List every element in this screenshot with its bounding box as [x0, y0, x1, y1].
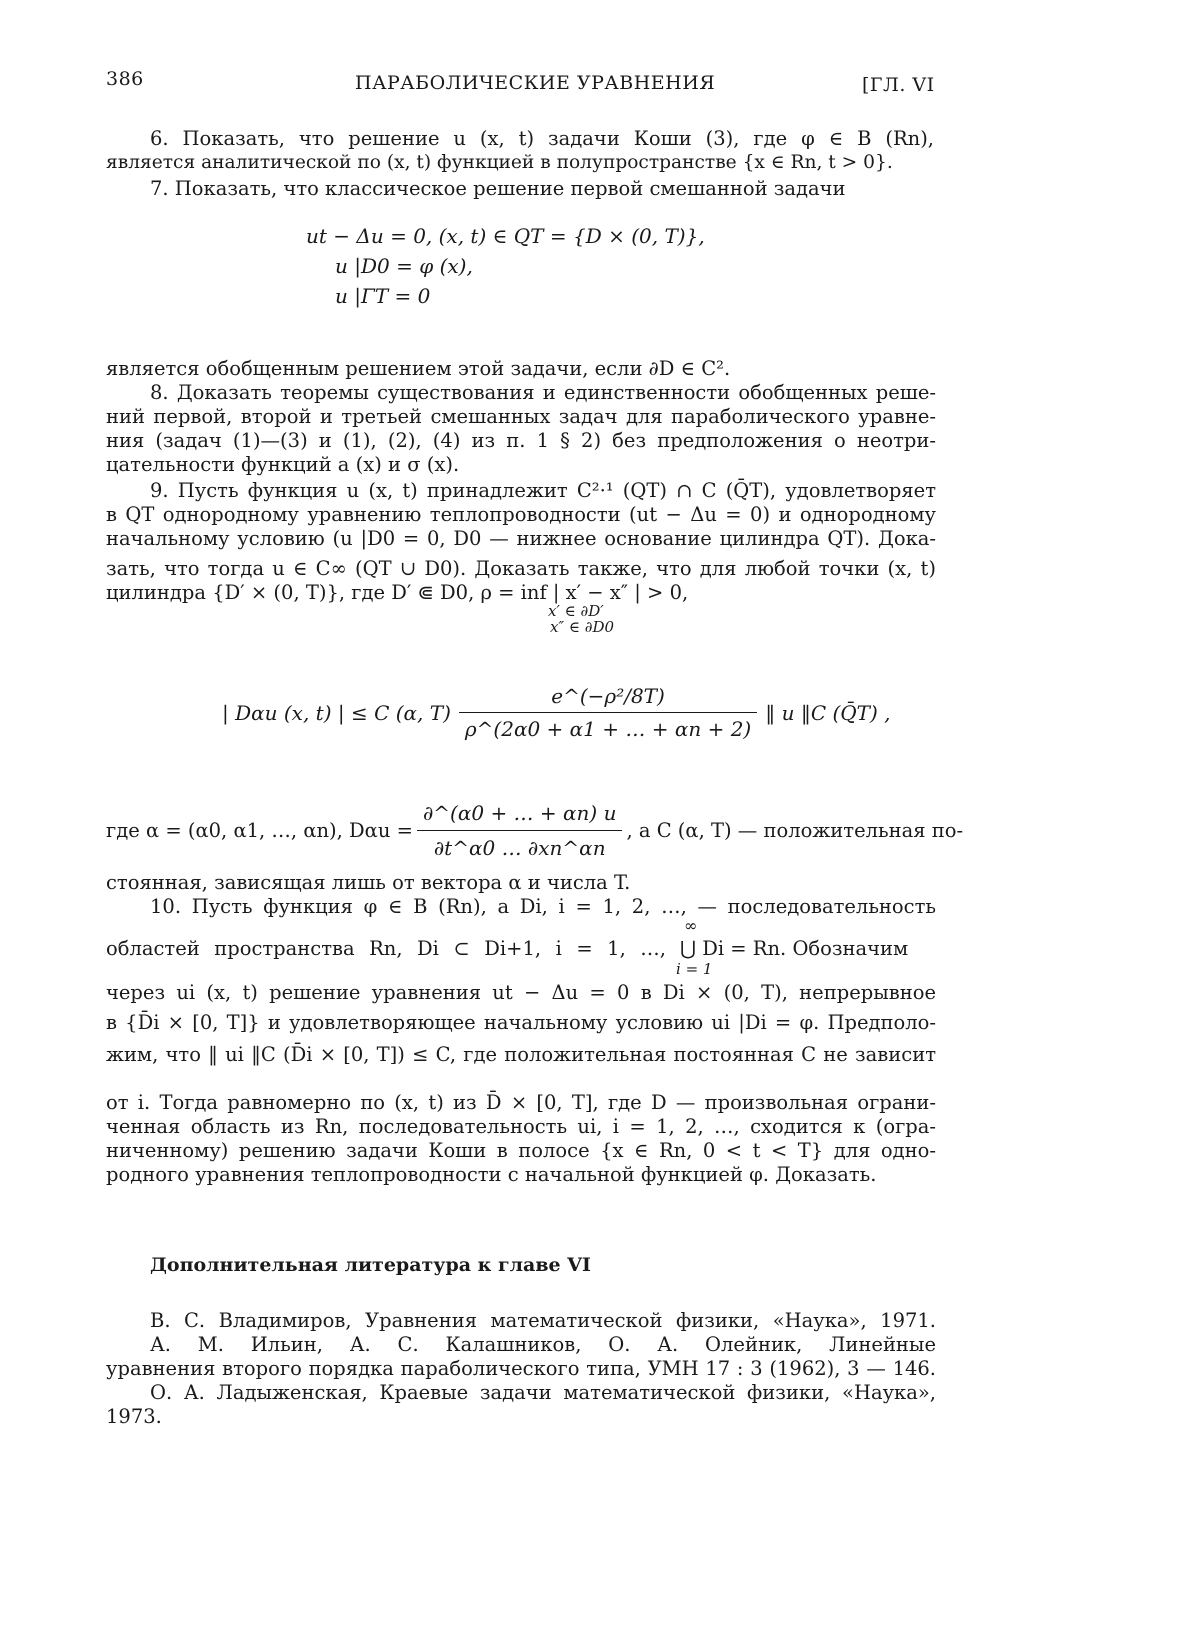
problem-9-line-2: в QT однородному уравнению теплопроводности (ut − Δu = 0) и однородному	[106, 503, 936, 526]
problem-10-line-1: 10. Пусть функция φ ∈ B (Rn), а Di, i = 1, 2, …, — последовательность	[150, 895, 936, 918]
problem-8-line-3: ния (задач (1)—(3) и (1), (2), (4) из п. 1 § 2) без предположения о неотри-	[106, 429, 936, 452]
where-rhs: , а C (α, T) — положительная по-	[626, 818, 964, 842]
problem-6-line-2: является аналитической по (x, t) функцией в полупространстве {x ∈ Rn, t > 0}.	[106, 152, 893, 173]
problem-10-line-8: ниченному) решению задачи Коши в полосе {x ∈ Rn, 0 < t < T} для одно-	[106, 1139, 936, 1162]
multi-index-definition	[106, 800, 963, 861]
problem-7-equation-1: ut − Δu = 0, (x, t) ∈ QT = {D × (0, T)},	[306, 224, 705, 248]
inf-subscript-2: x″ ∈ ∂D0	[550, 618, 615, 636]
problem-10-line-5: жим, что ‖ ui ‖C (D̄i × [0, T]) ≤ C, где положительная постоянная C не зависит	[106, 1043, 936, 1066]
problem-9-line-5: цилиндра {D′ × (0, T)}, где D′ ⋐ D0, ρ = inf | x′ − x″ | > 0,	[106, 581, 689, 604]
problem-10-line-6: от i. Тогда равномерно по (x, t) из D̄ × [0, T], где D — произвольная ограни-	[106, 1091, 936, 1114]
estimate-rhs: ‖ u ‖C (Q̄T) ,	[765, 700, 891, 725]
derivative-denominator: ∂t^α0 … ∂xn^αn	[417, 830, 623, 861]
derivative-fraction	[417, 800, 623, 861]
where-lhs: где α = (α0, α1, …, αn), Dαu =	[106, 818, 413, 842]
chapter-label: [ГЛ. VI	[862, 74, 935, 96]
literature-heading: Дополнительная литература к главе VI	[150, 1254, 591, 1276]
problem-10-line-2a: областей пространства Rn, Di ⊂ Di+1, i = 1, …,	[106, 937, 666, 960]
problem-10-line-2b: ⋃ Di = Rn. Обозначим	[680, 937, 909, 960]
problem-10-line-9: родного уравнения теплопроводности с начальной функцией φ. Доказать.	[106, 1163, 877, 1186]
problem-6-line-1: 6. Показать, что решение u (x, t) задачи Коши (3), где φ ∈ B (Rn),	[150, 127, 934, 150]
problem-9-end: стоянная, зависящая лишь от вектора α и числа T.	[106, 871, 631, 894]
estimate-denominator: ρ^(2α0 + α1 + … + αn + 2)	[459, 712, 757, 741]
derivative-numerator: ∂^(α0 + … + αn) u	[422, 801, 617, 825]
estimate-fraction	[459, 684, 757, 741]
reference-3-line-2: 1973.	[106, 1405, 162, 1428]
union-lower-limit: i = 1	[676, 960, 713, 978]
problem-9-line-4: зать, что тогда u ∈ C∞ (QT ∪ D0). Доказать также, что для любой точки (x, t)	[106, 557, 936, 580]
problem-7-equation-2: u |D0 = φ (x),	[335, 254, 473, 278]
derivative-estimate-formula	[222, 684, 891, 741]
reference-2-line-1: А. М. Ильин, А. С. Калашников, О. А. Олейник, Линейные	[150, 1333, 936, 1356]
reference-2-line-2: уравнения второго порядка параболического типа, УМН 17 : 3 (1962), 3 — 146.	[106, 1357, 936, 1380]
problem-8-line-2: ний первой, второй и третьей смешанных задач для параболического уравне-	[106, 405, 936, 428]
union-upper-limit: ∞	[684, 916, 698, 935]
problem-7-outro: является обобщенным решением этой задачи, если ∂D ∈ C².	[106, 357, 731, 380]
problem-8-line-1: 8. Доказать теоремы существования и единственности обобщенных реше-	[150, 381, 936, 404]
problem-10-line-4: в {D̄i × [0, T]} и удовлетворяющее начальному условию ui |Di = φ. Предполо-	[106, 1011, 936, 1034]
reference-3-line-1: О. А. Ладыженская, Краевые задачи математической физики, «Наука»,	[150, 1381, 936, 1404]
problem-10-line-7: ченная область из Rn, последовательность ui, i = 1, 2, …, сходится к (огра-	[106, 1115, 936, 1138]
page-number: 386	[106, 68, 144, 90]
estimate-lhs: | Dαu (x, t) | ≤ C (α, T)	[222, 700, 451, 725]
problem-9-line-3: начальному условию (u |D0 = 0, D0 — нижнее основание цилиндра QT). Дока-	[106, 527, 936, 550]
estimate-numerator: e^(−ρ²/8T)	[551, 684, 665, 708]
reference-1: В. С. Владимиров, Уравнения математической физики, «Наука», 1971.	[150, 1309, 936, 1332]
problem-8-line-4: цательности функций a (x) и σ (x).	[106, 453, 460, 476]
problem-9-line-1: 9. Пусть функция u (x, t) принадлежит C²·¹ (QT) ∩ C (Q̄T), удовлетворяет	[150, 479, 936, 502]
problem-7-equation-3: u |ΓT = 0	[335, 284, 431, 308]
running-title: ПАРАБОЛИЧЕСКИЕ УРАВНЕНИЯ	[355, 72, 716, 94]
problem-10-line-3: через ui (x, t) решение уравнения ut − Δu = 0 в Di × (0, T), непрерывное	[106, 981, 936, 1004]
inf-subscript-1: x′ ∈ ∂D′	[548, 602, 604, 620]
problem-7-intro: 7. Показать, что классическое решение первой смешанной задачи	[150, 177, 846, 200]
